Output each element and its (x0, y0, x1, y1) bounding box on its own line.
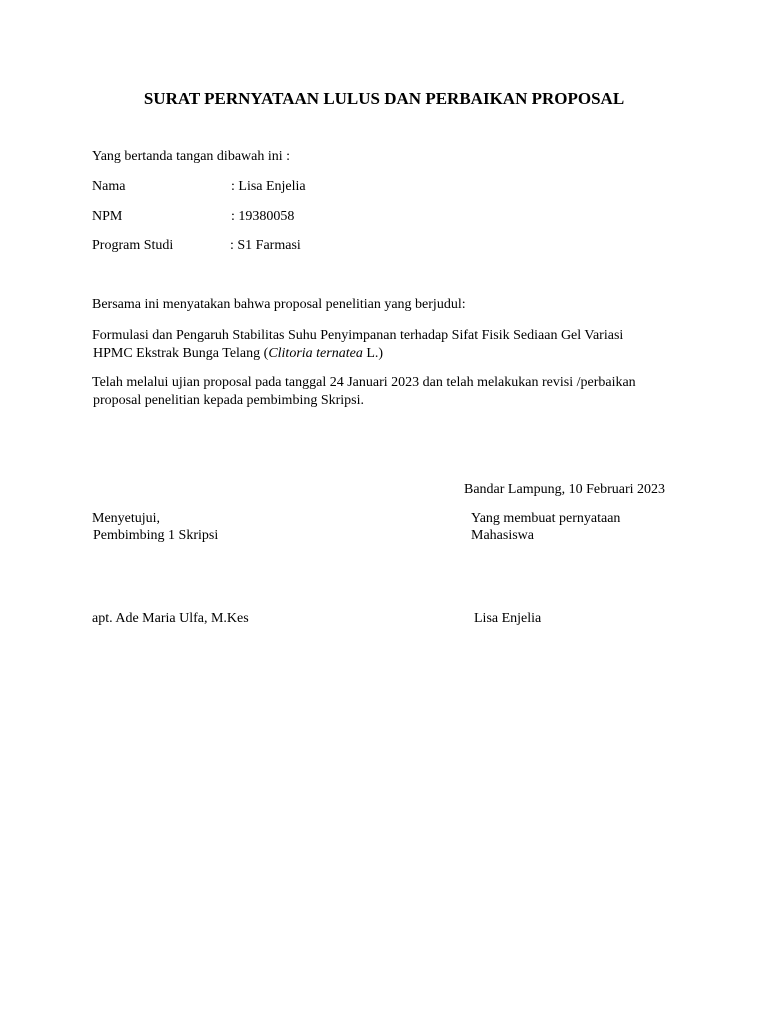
right-signer-label2: Mahasiswa (471, 528, 534, 543)
page-title: SURAT PERNYATAAN LULUS DAN PERBAIKAN PROPOSAL (143, 89, 625, 108)
intro-text: Yang bertanda tangan dibawah ini : (92, 149, 291, 164)
statement-text: Bersama ini menyatakan bahwa proposal penelitian yang berjudul: (92, 297, 466, 312)
species-name: Clitoria ternatea (268, 346, 363, 361)
right-signer-label1: Yang membuat pernyataan (471, 511, 621, 526)
field-label-program-studi: Program Studi (92, 238, 174, 253)
right-signer-name: Lisa Enjelia (474, 611, 542, 626)
left-signer-name: apt. Ade Maria Ulfa, M.Kes (92, 611, 249, 626)
left-signer-label2: Pembimbing 1 Skripsi (93, 528, 219, 543)
proposal-title-line1: Formulasi dan Pengaruh Stabilitas Suhu Penyimpanan terhadap Sifat Fisik Sediaan Gel Variasi (92, 328, 624, 343)
exam-statement-line2: proposal penelitian kepada pembimbing Skripsi. (93, 393, 365, 408)
field-label-nama: Nama (92, 179, 126, 194)
proposal-title (92, 327, 672, 363)
field-value-nama: : Lisa Enjelia (231, 179, 306, 194)
exam-statement-line1: Telah melalui ujian proposal pada tanggal 24 Januari 2023 dan telah melakukan revisi /perbaikan (92, 375, 636, 390)
place-date: Bandar Lampung, 10 Februari 2023 (464, 482, 666, 497)
proposal-title-line2: HPMC Ekstrak Bunga Telang (Clitoria ternatea L.) (93, 346, 384, 361)
field-label-npm: NPM (92, 209, 123, 224)
field-value-npm: : 19380058 (231, 209, 295, 224)
field-value-program-studi: : S1 Farmasi (230, 238, 301, 253)
exam-statement (92, 374, 672, 410)
left-signer-label1: Menyetujui, (92, 511, 161, 526)
